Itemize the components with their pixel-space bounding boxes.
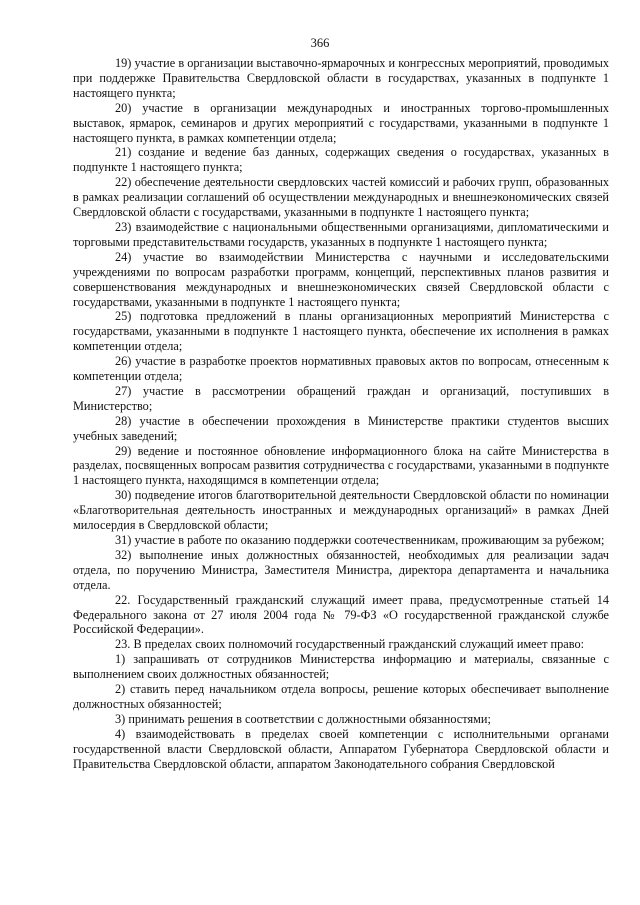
paragraph: 23) взаимодействие с национальными общественными организациями, дипломатическими и торговыми представительствами государств, указанных в подпункте 1 настоящего пункта; xyxy=(73,219,609,249)
paragraph: 19) участие в организации выставочно-ярмарочных и конгрессных мероприятий, проводимых при поддержке Правительства Свердловской области в государствах, указанных в подпункте 1 настоящего пункта; xyxy=(73,56,609,100)
document-body xyxy=(73,56,609,772)
paragraph: 20) участие в организации международных и иностранных торгово-промышленных выставок, ярмарок, семинаров и других мероприятий с государствами, указанными в подпункте 1 настоящего пункта, в рамках компетенции отдела; xyxy=(73,100,609,145)
page-number: 366 xyxy=(310,36,330,50)
paragraph: 27) участие в рассмотрении обращений граждан и организаций, поступивших в Министерство; xyxy=(73,383,609,413)
paragraph: 30) подведение итогов благотворительной деятельности Свердловской области по номинации «Благотворительная деятельность иностранных и международных организаций» в рамках Дней милосердия в Свердловской области; xyxy=(73,488,609,533)
paragraph: 28) участие в обеспечении прохождения в Министерстве практики студентов высших учебных заведений; xyxy=(73,413,609,443)
paragraph: 29) ведение и постоянное обновление информационного блока на сайте Министерства в разделах, посвященных вопросам развития сотрудничества с государствами, указанными в подпункте 1 настоящего пункта, находящимся в компетенции отдела; xyxy=(73,443,609,488)
paragraph: 26) участие в разработке проектов нормативных правовых актов по вопросам, отнесенным к компетенции отдела; xyxy=(73,354,609,384)
paragraph: 25) подготовка предложений в планы организационных мероприятий Министерства с государствами, указанными в подпункте 1 настоящего пункта, обеспечение их исполнения в рамках компетенции отдела; xyxy=(73,309,609,354)
paragraph: 31) участие в работе по оказанию поддержки соотечественникам, проживающим за рубежом; xyxy=(115,533,605,547)
paragraph: 22. Государственный гражданский служащий имеет права, предусмотренные статьей 14 Федерального закона от 27 июля 2004 года № 79-ФЗ «О государственной гражданской службе Российской Федерации». xyxy=(73,592,609,637)
paragraph: 4) взаимодействовать в пределах своей компетенции с исполнительными органами государственной власти Свердловской области, Аппаратом Губернатора Свердловской области и Правительства Свердловской области, аппаратом Законодательного собрания Свердловской xyxy=(73,726,609,771)
paragraph: 1) запрашивать от сотрудников Министерства информацию и материалы, связанные с выполнением своих должностных обязанностей; xyxy=(73,652,609,682)
paragraph: 32) выполнение иных должностных обязанностей, необходимых для реализации задач отдела, по поручению Министра, Заместителя Министра, директора департамента и начальника отдела. xyxy=(73,547,609,592)
paragraph: 3) принимать решения в соответствии с должностными обязанностями; xyxy=(115,711,491,726)
paragraph: 2) ставить перед начальником отдела вопросы, решение которых обеспечивает выполнение должностных обязанностей; xyxy=(73,682,609,711)
paragraph: 24) участие во взаимодействии Министерства с научными и исследовательскими учреждениями по вопросам разработки программ, концепций, перспективных планов развития и совершенствования международных и внешнеэкономических связей Свердловской области с государствами, указанными в подпункте 1 настоящего пункта; xyxy=(73,249,609,309)
paragraph: 23. В пределах своих полномочий государственный гражданский служащий имеет право: xyxy=(115,637,585,652)
paragraph: 22) обеспечение деятельности свердловских частей комиссий и рабочих групп, образованных в рамках реализации соглашений об осуществлении международных и внешнеэкономических связей Свердловской области с государствами, указанными в подпункте 1 настоящего пункта; xyxy=(73,175,609,220)
paragraph: 21) создание и ведение баз данных, содержащих сведения о государствах, указанных в подпункте 1 настоящего пункта; xyxy=(73,145,609,175)
